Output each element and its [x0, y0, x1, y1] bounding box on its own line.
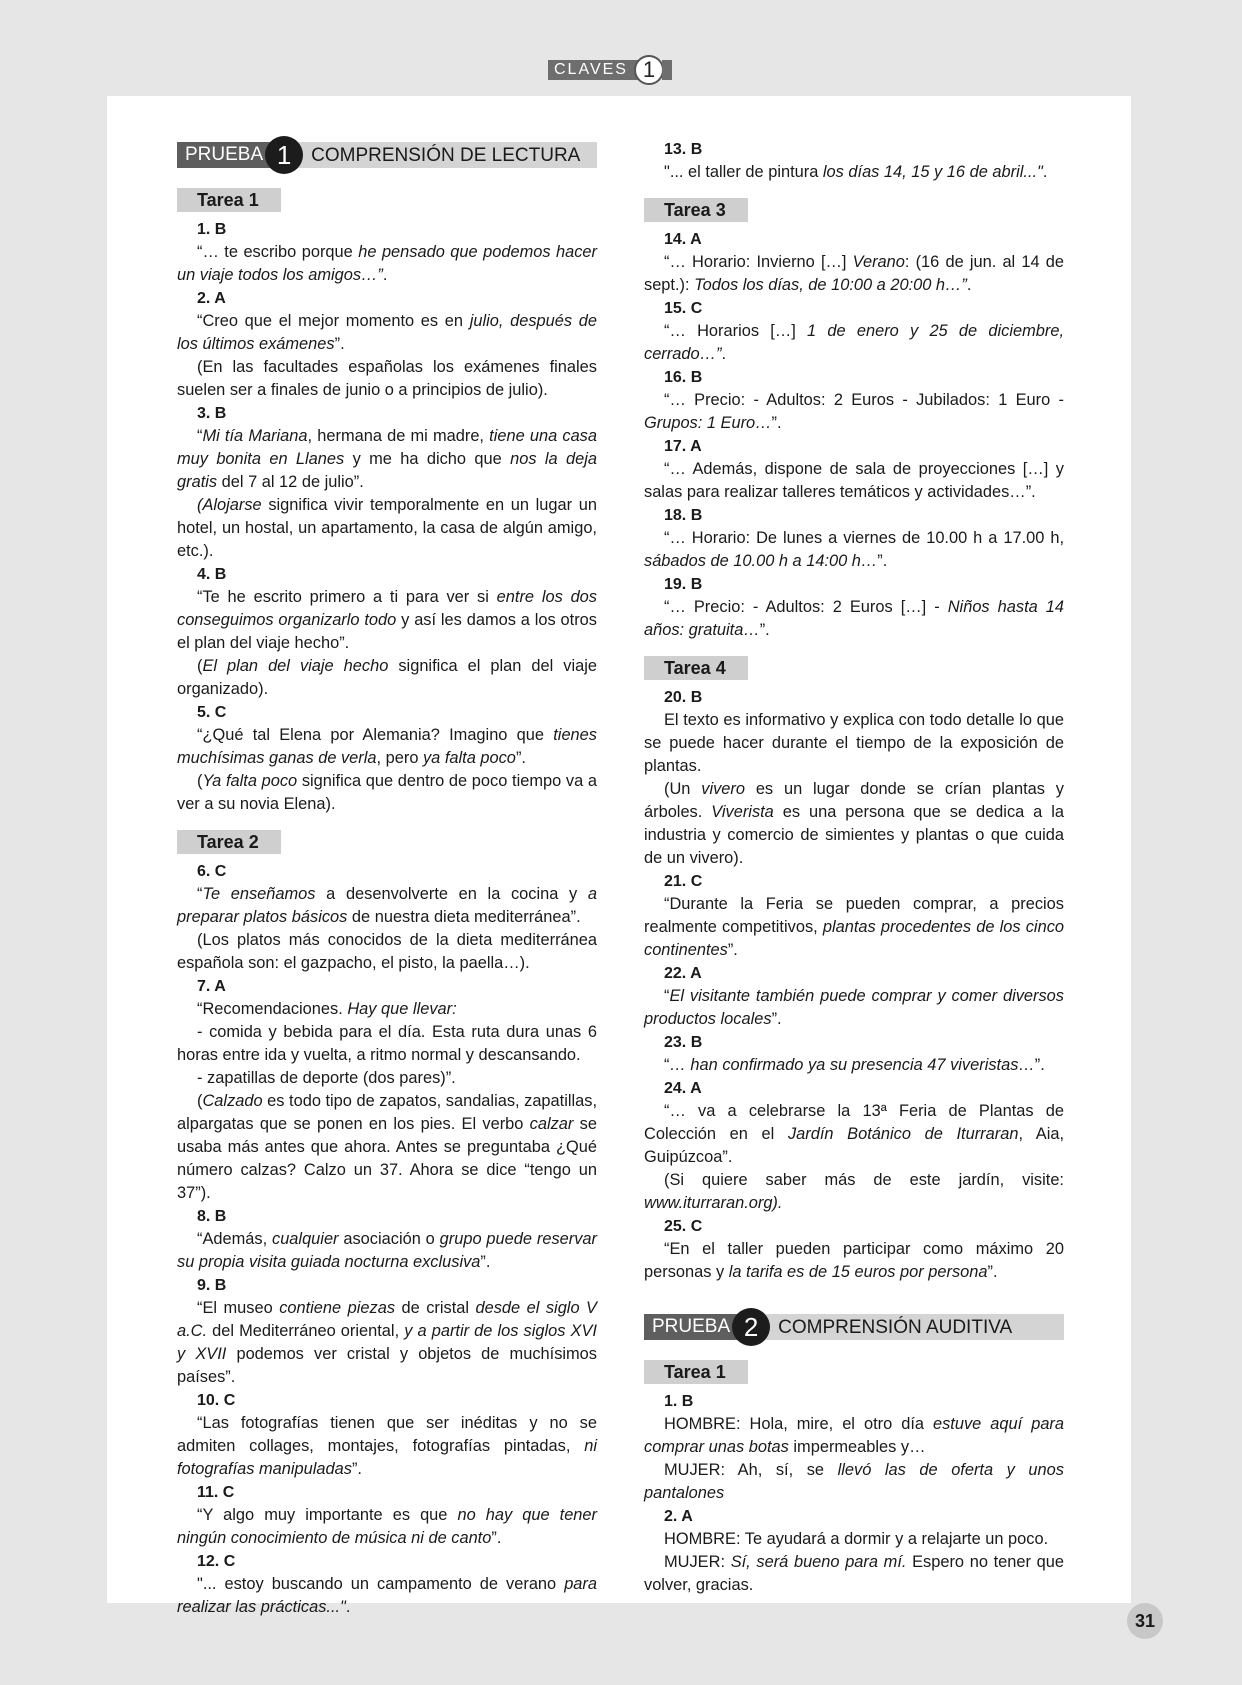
prueba-2-header [644, 1314, 1064, 1340]
prueba-label: PRUEBA [644, 1314, 752, 1340]
dialogue-line: MUJER: Sí, será bueno para mí. Espero no tener que volver, gracias. [644, 1553, 1064, 1594]
answer-text: “… Horario: Invierno […] Verano: (16 de jun. al 14 de sept.): Todos los días, de 10:00 a 20:00 h…”. [644, 253, 1064, 294]
prueba-title: COMPRENSIÓN AUDITIVA [778, 1316, 1013, 1338]
answer-text: “… Horario: De lunes a viernes de 10.00 h a 17.00 h, sábados de 10.00 h a 14:00 h…”. [644, 529, 1064, 570]
answer-note: (En las facultades españolas los exámenes finales suelen ser a finales de junio o a principios de julio). [177, 358, 597, 399]
answer-key: 1. B [197, 221, 227, 238]
answer-note: (Los platos más conocidos de la dieta mediterránea española son: el gazpacho, el pisto, la paella…). [177, 931, 597, 972]
answer-key: 11. C [197, 1484, 235, 1501]
spacer [644, 184, 1064, 198]
dialogue-line: HOMBRE: Te ayudará a dormir y a relajarte un poco. [664, 1530, 1049, 1548]
answer-text: “Te enseñamos a desenvolverte en la cocina y a preparar platos básicos de nuestra dieta mediterránea”. [177, 885, 597, 926]
page-number: 31 [1127, 1603, 1163, 1639]
right-column [644, 138, 1064, 1597]
answer-key: 24. A [664, 1080, 702, 1097]
tarea-heading: Tarea 3 [644, 198, 748, 222]
answer-key: 16. B [664, 369, 703, 386]
prueba-1-header [177, 142, 597, 168]
answer-text: - comida y bebida para el día. Esta ruta dura unas 6 horas entre ida y vuelta, a ritmo normal y descansando. [177, 1023, 597, 1064]
answer-key: 3. B [197, 405, 227, 422]
answer-key: 14. A [664, 231, 702, 248]
answer-key: 9. B [197, 1277, 227, 1294]
tarea-heading: Tarea 4 [644, 656, 748, 680]
answer-text: “… va a celebrarse la 13ª Feria de Plantas de Colección en el Jardín Botánico de Iturraran, Aia, Guipúzcoa”. [644, 1102, 1065, 1166]
answer-note: (Alojarse significa vivir temporalmente en un lugar un hotel, un hostal, un apartamento, la casa de algún amigo, etc.). [177, 496, 597, 560]
answer-key: 2. A [664, 1508, 693, 1525]
tarea-heading: Tarea 1 [644, 1360, 748, 1384]
answer-text: “En el taller pueden participar como máximo 20 personas y la tarifa es de 15 euros por persona”. [644, 1240, 1064, 1281]
answer-text: “Y algo muy importante es que no hay que tener ningún conocimiento de música ni de canto”. [177, 1506, 597, 1547]
answer-key: 4. B [197, 566, 227, 583]
dialogue-line: HOMBRE: Hola, mire, el otro día estuve aquí para comprar unas botas impermeables y… [644, 1415, 1065, 1456]
answer-text: “… Precio: - Adultos: 2 Euros […] - Niños hasta 14 años: gratuita…”. [644, 598, 1064, 639]
answer-note: (Calzado es todo tipo de zapatos, sandalias, zapatillas, alpargatas que se ponen en los pies. El verbo calzar se usaba más antes que ahora. Antes se preguntaba ¿Qué número calzas? Calzo un 37. Ahora se dice “tengo un 37”). [177, 1092, 598, 1202]
answer-key: 19. B [664, 576, 703, 593]
tarea-heading: Tarea 1 [177, 188, 281, 212]
answer-key: 17. A [664, 438, 702, 455]
answer-key: 2. A [197, 290, 226, 307]
answer-key: 5. C [197, 704, 227, 721]
prueba-title: COMPRENSIÓN DE LECTURA [311, 144, 581, 166]
answer-text: “¿Qué tal Elena por Alemania? Imagino que tienes muchísimas ganas de verla, pero ya falta poco”. [177, 726, 597, 767]
answer-text: “Mi tía Mariana, hermana de mi madre, tiene una casa muy bonita en Llanes y me ha dicho que nos la deja gratis del 7 al 12 de julio”. [177, 427, 597, 491]
answer-key: 18. B [664, 507, 703, 524]
section-tab-tail [662, 60, 672, 80]
answer-key: 25. C [664, 1218, 703, 1235]
answer-note: (Si quiere saber más de este jardín, visite: www.iturraran.org). [644, 1171, 1064, 1212]
answer-key: 21. C [664, 873, 703, 890]
answer-key: 15. C [664, 300, 703, 317]
answer-key: 1. B [664, 1393, 694, 1410]
section-label: CLAVES [548, 60, 650, 80]
spacer [644, 642, 1064, 656]
answer-key: 23. B [664, 1034, 703, 1051]
answer-text: “El museo contiene piezas de cristal desde el siglo V a.C. del Mediterráneo oriental, y a partir de los siglos XVI y XVII podemos ver cristal y objetos de muchísimos países”. [177, 1299, 597, 1386]
answer-text: “Creo que el mejor momento es en julio, después de los últimos exámenes”. [177, 312, 597, 353]
prueba-number: 2 [732, 1308, 770, 1346]
prueba-label: PRUEBA [177, 142, 285, 168]
answer-text: - zapatillas de deporte (dos pares)”. [197, 1069, 456, 1087]
answer-text: “… Horarios […] 1 de enero y 25 de diciembre, cerrado…”. [644, 322, 1064, 363]
answer-key: 10. C [197, 1392, 236, 1409]
answer-key: 6. C [197, 863, 227, 880]
dialogue-line: MUJER: Ah, sí, se llevó las de oferta y unos pantalones [644, 1461, 1064, 1502]
answer-text: “… Además, dispone de sala de proyecciones […] y salas para realizar talleres temáticos y actividades…”. [644, 460, 1064, 501]
answer-text: “Además, cualquier asociación o grupo puede reservar su propia visita guiada nocturna exclusiva”. [177, 1230, 597, 1271]
left-column [177, 142, 597, 1619]
answer-text: “Te he escrito primero a ti para ver si entre los dos conseguimos organizarlo todo y así les damos a los otros el plan del viaje hecho”. [177, 588, 597, 652]
answer-key: 7. A [197, 978, 226, 995]
tarea-heading: Tarea 2 [177, 830, 281, 854]
page-sheet [107, 96, 1131, 1616]
spacer [644, 1284, 1064, 1314]
answer-text: “Las fotografías tienen que ser inéditas y no se admiten collages, montajes, fotografías pintadas, ni fotografías manipuladas”. [177, 1414, 597, 1478]
answer-key: 22. A [664, 965, 702, 982]
answer-text: "... el taller de pintura los días 14, 15 y 16 de abril...". [664, 163, 1048, 181]
answer-note: (Un vivero es un lugar donde se crían plantas y árboles. Viverista es una persona que se dedica a la industria y comercio de simientes y plantas o que cuida de un vivero). [644, 780, 1065, 867]
answer-note: (El plan del viaje hecho significa el plan del viaje organizado). [177, 657, 597, 698]
answer-text: “El visitante también puede comprar y comer diversos productos locales”. [644, 987, 1064, 1028]
answer-text: El texto es informativo y explica con todo detalle lo que se puede hacer durante el tiempo de la exposición de plantas. [644, 711, 1064, 775]
answer-key: 13. B [664, 141, 703, 158]
section-header-claves [548, 58, 672, 82]
answer-key: 8. B [197, 1208, 227, 1225]
answer-text: "... estoy buscando un campamento de verano para realizar las prácticas...". [177, 1575, 597, 1616]
answer-text: “… han confirmado ya su presencia 47 viveristas…”. [664, 1056, 1045, 1074]
answer-text: “Recomendaciones. Hay que llevar: [197, 1000, 457, 1018]
answer-key: 20. B [664, 689, 703, 706]
answer-key: 12. C [197, 1553, 236, 1570]
answer-text: “… te escribo porque he pensado que podemos hacer un viaje todos los amigos…”. [177, 243, 597, 284]
answer-text: “Durante la Feria se pueden comprar, a precios realmente competitivos, plantas procedentes de los cinco continentes”. [644, 895, 1065, 959]
section-number: 1 [634, 55, 664, 85]
prueba-number: 1 [265, 136, 303, 174]
spacer [177, 816, 597, 830]
answer-text: “… Precio: - Adultos: 2 Euros - Jubilados: 1 Euro - Grupos: 1 Euro…”. [644, 391, 1064, 432]
answer-note: (Ya falta poco significa que dentro de poco tiempo va a ver a su novia Elena). [177, 772, 597, 813]
